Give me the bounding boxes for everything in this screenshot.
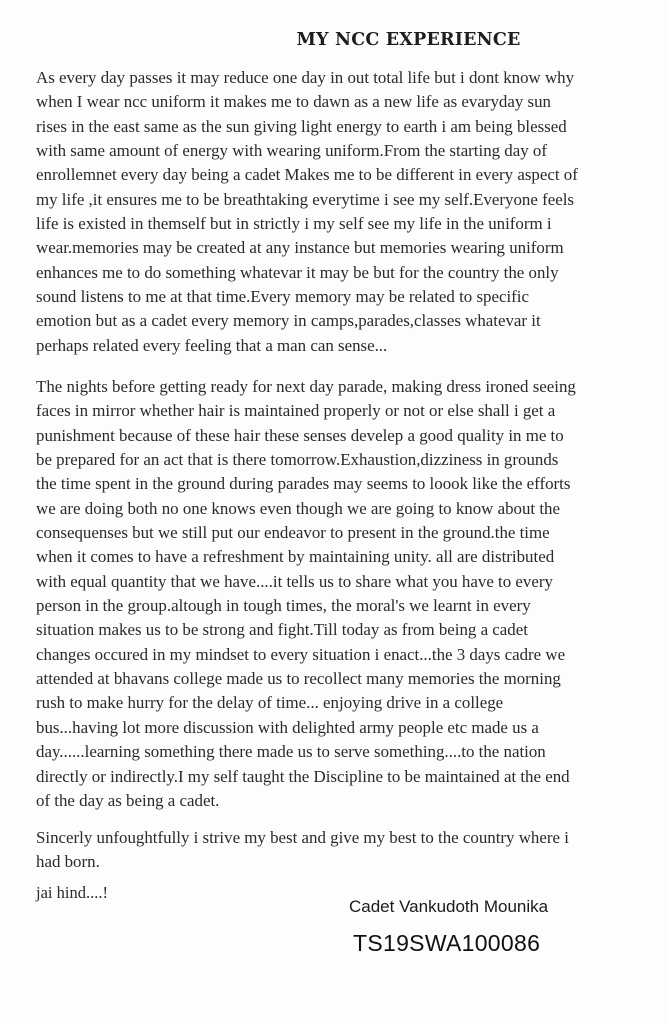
paragraph-line: changes occured in my mindset to every situation i enact...the 3 days cadre we xyxy=(36,644,566,664)
paragraph-line: punishment because of these hair these senses develep a good quality in me to xyxy=(36,425,564,445)
paragraph-line: sound listens to me at that time.Every memory may be related to specific xyxy=(36,287,529,307)
paragraph-line: the time spent in the ground during parades may seems to loook like the efforts xyxy=(36,474,571,494)
paragraph-line: wear.memories may be created at any instance but memories wearing uniform xyxy=(36,238,564,258)
paragraph-line: had born. xyxy=(36,852,100,872)
paragraph-line: rises in the east same as the sun giving light energy to earth i am being blessed xyxy=(36,116,567,136)
paragraph-line: my life ,it ensures me to be breathtaking everytime i see my self.Everyone feels xyxy=(36,189,574,209)
paragraph-line: of the day as being a cadet. xyxy=(36,790,220,810)
signature-name: Cadet Vankudoth Mounika xyxy=(349,897,549,916)
paragraph-line: when it comes to have a refreshment by maintaining unity. all are distributed xyxy=(36,547,555,567)
paragraph-line: be prepared for an act that is there tomorrow.Exhaustion,dizziness in grounds xyxy=(36,450,559,470)
paragraph-line: The nights before getting ready for next day parade, making dress ironed seeing xyxy=(36,377,576,396)
paragraph-line: person in the group.altough in tough times, the moral's we learnt in every xyxy=(36,596,531,616)
paragraph-line: rush to make hurry for the delay of time... enjoying drive in a college xyxy=(36,693,504,713)
paragraph-line: consequenses but we still put our endeavor to present in the ground.the time xyxy=(36,523,550,543)
paragraph-line: emotion but as a cadet every memory in camps,parades,classes whatevar it xyxy=(36,311,541,331)
paragraph-line: with same amount of energy with wearing uniform.From the starting day of xyxy=(36,141,547,161)
paragraph-line: As every day passes it may reduce one day in out total life but i dont know why xyxy=(36,68,575,87)
paragraph-line: situation makes us to be strong and fight.Till today as from being a cadet xyxy=(36,620,528,640)
signature-id: TS19SWA100086 xyxy=(353,930,541,956)
paragraph-line: when I wear ncc uniform it makes me to dawn as a new life as evaryday sun xyxy=(36,92,551,112)
paragraph-line: we are doing both no one knows even though we are going to know about the xyxy=(36,498,560,518)
paragraph-1 xyxy=(36,66,667,358)
paragraph-line: life is existed in themself but in strictly i my self see my life in the uniform i xyxy=(36,214,552,234)
paragraph-line: faces in mirror whether hair is maintained properly or not or else shall i get a xyxy=(36,401,556,421)
paragraph-line: enhances me to do something whatevar it may be but for the country the only xyxy=(36,262,559,282)
paragraph-line: Sincerly unfoughtfully i strive my best and give my best to the country where i xyxy=(36,828,569,847)
document-title: MY NCC EXPERIENCE xyxy=(296,30,521,50)
paragraph-line: day......learning something there made us to serve something....to the nation xyxy=(36,742,546,762)
paragraph-line: perhaps related every feeling that a man can sense... xyxy=(36,335,388,355)
closing-salutation: jai hind....! xyxy=(36,883,108,902)
paragraph-line: attended at bhavans college made us to recollect many memories the morning xyxy=(36,669,561,689)
paragraph-line: directly or indirectly.I my self taught the Discipline to be maintained at the end xyxy=(36,766,570,786)
paragraph-line: enrollemnet every day being a cadet Makes me to be different in every aspect of xyxy=(36,165,578,185)
paragraph-3 xyxy=(36,826,667,875)
paragraph-2 xyxy=(36,375,667,813)
paragraph-line: bus...having lot more discussion with delighted army people etc made us a xyxy=(36,717,539,737)
paragraph-line: with equal quantity that we have....it tells us to share what you have to every xyxy=(36,571,553,591)
